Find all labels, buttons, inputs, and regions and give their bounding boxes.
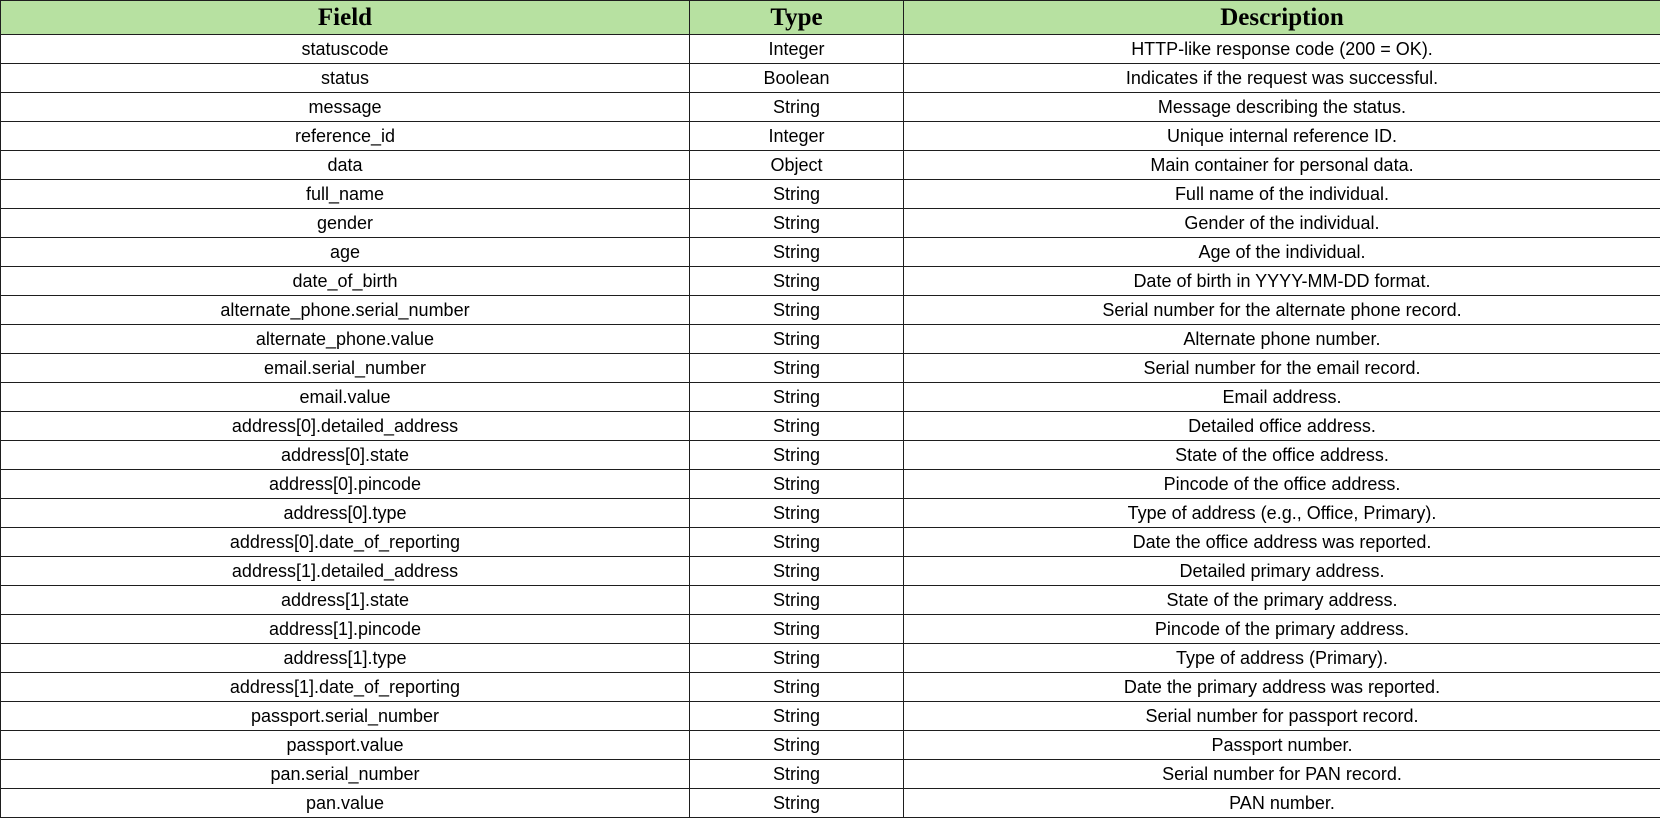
cell-field[interactable]: address[1].pincode <box>1 615 690 644</box>
cell-description[interactable]: Full name of the individual. <box>904 180 1660 209</box>
cell-type[interactable]: String <box>690 789 904 818</box>
cell-field[interactable]: date_of_birth <box>1 267 690 296</box>
cell-description[interactable]: HTTP-like response code (200 = OK). <box>904 35 1660 64</box>
cell-description[interactable]: Detailed primary address. <box>904 557 1660 586</box>
cell-field[interactable]: address[1].detailed_address <box>1 557 690 586</box>
table-row <box>1 470 1660 499</box>
cell-type[interactable]: String <box>690 760 904 789</box>
cell-description[interactable]: Age of the individual. <box>904 238 1660 267</box>
cell-field[interactable]: pan.value <box>1 789 690 818</box>
table-row <box>1 35 1660 64</box>
cell-type[interactable]: String <box>690 673 904 702</box>
table-row <box>1 528 1660 557</box>
header-description[interactable]: Description <box>904 1 1660 35</box>
cell-field[interactable]: address[0].date_of_reporting <box>1 528 690 557</box>
table-row <box>1 64 1660 93</box>
cell-type[interactable]: String <box>690 180 904 209</box>
cell-description[interactable]: Main container for personal data. <box>904 151 1660 180</box>
cell-field[interactable]: address[0].type <box>1 499 690 528</box>
table-row <box>1 209 1660 238</box>
cell-description[interactable]: Serial number for the email record. <box>904 354 1660 383</box>
cell-description[interactable]: Date the office address was reported. <box>904 528 1660 557</box>
cell-type[interactable]: String <box>690 731 904 760</box>
cell-field[interactable]: status <box>1 64 690 93</box>
cell-type[interactable]: String <box>690 470 904 499</box>
table-row <box>1 789 1660 818</box>
cell-type[interactable]: Integer <box>690 122 904 151</box>
table-row <box>1 267 1660 296</box>
table-row <box>1 296 1660 325</box>
cell-type[interactable]: String <box>690 528 904 557</box>
table-row <box>1 180 1660 209</box>
cell-field[interactable]: email.serial_number <box>1 354 690 383</box>
table-row <box>1 122 1660 151</box>
table-row <box>1 760 1660 789</box>
cell-field[interactable]: address[0].pincode <box>1 470 690 499</box>
cell-description[interactable]: Email address. <box>904 383 1660 412</box>
cell-type[interactable]: String <box>690 296 904 325</box>
table-row <box>1 673 1660 702</box>
table-row <box>1 383 1660 412</box>
table-row <box>1 325 1660 354</box>
cell-field[interactable]: address[1].state <box>1 586 690 615</box>
cell-description[interactable]: Message describing the status. <box>904 93 1660 122</box>
cell-description[interactable]: Pincode of the primary address. <box>904 615 1660 644</box>
cell-field[interactable]: reference_id <box>1 122 690 151</box>
cell-description[interactable]: Gender of the individual. <box>904 209 1660 238</box>
cell-type[interactable]: String <box>690 267 904 296</box>
table-row <box>1 354 1660 383</box>
cell-type[interactable]: String <box>690 644 904 673</box>
table-row <box>1 702 1660 731</box>
cell-field[interactable]: passport.value <box>1 731 690 760</box>
table-row <box>1 238 1660 267</box>
table-header <box>1 1 1660 35</box>
cell-type[interactable]: Object <box>690 151 904 180</box>
header-type[interactable]: Type <box>690 1 904 35</box>
table-row <box>1 441 1660 470</box>
cell-type[interactable]: String <box>690 499 904 528</box>
cell-field[interactable]: address[0].detailed_address <box>1 412 690 441</box>
cell-field[interactable]: data <box>1 151 690 180</box>
cell-type[interactable]: String <box>690 209 904 238</box>
cell-field[interactable]: full_name <box>1 180 690 209</box>
table-row <box>1 499 1660 528</box>
cell-field[interactable]: address[1].type <box>1 644 690 673</box>
cell-type[interactable]: String <box>690 615 904 644</box>
cell-type[interactable]: Integer <box>690 35 904 64</box>
cell-type[interactable]: String <box>690 238 904 267</box>
cell-description[interactable]: Indicates if the request was successful. <box>904 64 1660 93</box>
table-row <box>1 412 1660 441</box>
cell-description[interactable]: Date of birth in YYYY-MM-DD format. <box>904 267 1660 296</box>
cell-description[interactable]: Pincode of the office address. <box>904 470 1660 499</box>
cell-type[interactable]: String <box>690 354 904 383</box>
table-row <box>1 615 1660 644</box>
cell-description[interactable]: Unique internal reference ID. <box>904 122 1660 151</box>
cell-type[interactable]: String <box>690 557 904 586</box>
cell-type[interactable]: Boolean <box>690 64 904 93</box>
cell-field[interactable]: pan.serial_number <box>1 760 690 789</box>
cell-description[interactable]: Serial number for passport record. <box>904 702 1660 731</box>
table-row <box>1 731 1660 760</box>
table-body <box>1 35 1660 818</box>
cell-field[interactable]: address[0].state <box>1 441 690 470</box>
cell-type[interactable]: String <box>690 412 904 441</box>
cell-description[interactable]: State of the primary address. <box>904 586 1660 615</box>
header-row <box>1 1 1660 35</box>
cell-field[interactable]: address[1].date_of_reporting <box>1 673 690 702</box>
cell-type[interactable]: String <box>690 325 904 354</box>
cell-field[interactable]: alternate_phone.serial_number <box>1 296 690 325</box>
cell-field[interactable]: age <box>1 238 690 267</box>
cell-description[interactable]: PAN number. <box>904 789 1660 818</box>
cell-type[interactable]: String <box>690 93 904 122</box>
cell-field[interactable]: passport.serial_number <box>1 702 690 731</box>
cell-type[interactable]: String <box>690 586 904 615</box>
cell-description[interactable]: State of the office address. <box>904 441 1660 470</box>
cell-description[interactable]: Passport number. <box>904 731 1660 760</box>
table-row <box>1 586 1660 615</box>
cell-description[interactable]: Detailed office address. <box>904 412 1660 441</box>
table-row <box>1 151 1660 180</box>
table-row <box>1 644 1660 673</box>
cell-description[interactable]: Type of address (Primary). <box>904 644 1660 673</box>
cell-description[interactable]: Alternate phone number. <box>904 325 1660 354</box>
cell-field[interactable]: alternate_phone.value <box>1 325 690 354</box>
cell-type[interactable]: String <box>690 702 904 731</box>
header-field[interactable]: Field <box>1 1 690 35</box>
cell-field[interactable]: statuscode <box>1 35 690 64</box>
cell-field[interactable]: email.value <box>1 383 690 412</box>
table-row <box>1 93 1660 122</box>
cell-description[interactable]: Serial number for the alternate phone record. <box>904 296 1660 325</box>
table-row <box>1 557 1660 586</box>
cell-description[interactable]: Date the primary address was reported. <box>904 673 1660 702</box>
cell-description[interactable]: Serial number for PAN record. <box>904 760 1660 789</box>
cell-type[interactable]: String <box>690 383 904 412</box>
cell-type[interactable]: String <box>690 441 904 470</box>
cell-description[interactable]: Type of address (e.g., Office, Primary). <box>904 499 1660 528</box>
cell-field[interactable]: gender <box>1 209 690 238</box>
cell-field[interactable]: message <box>1 93 690 122</box>
